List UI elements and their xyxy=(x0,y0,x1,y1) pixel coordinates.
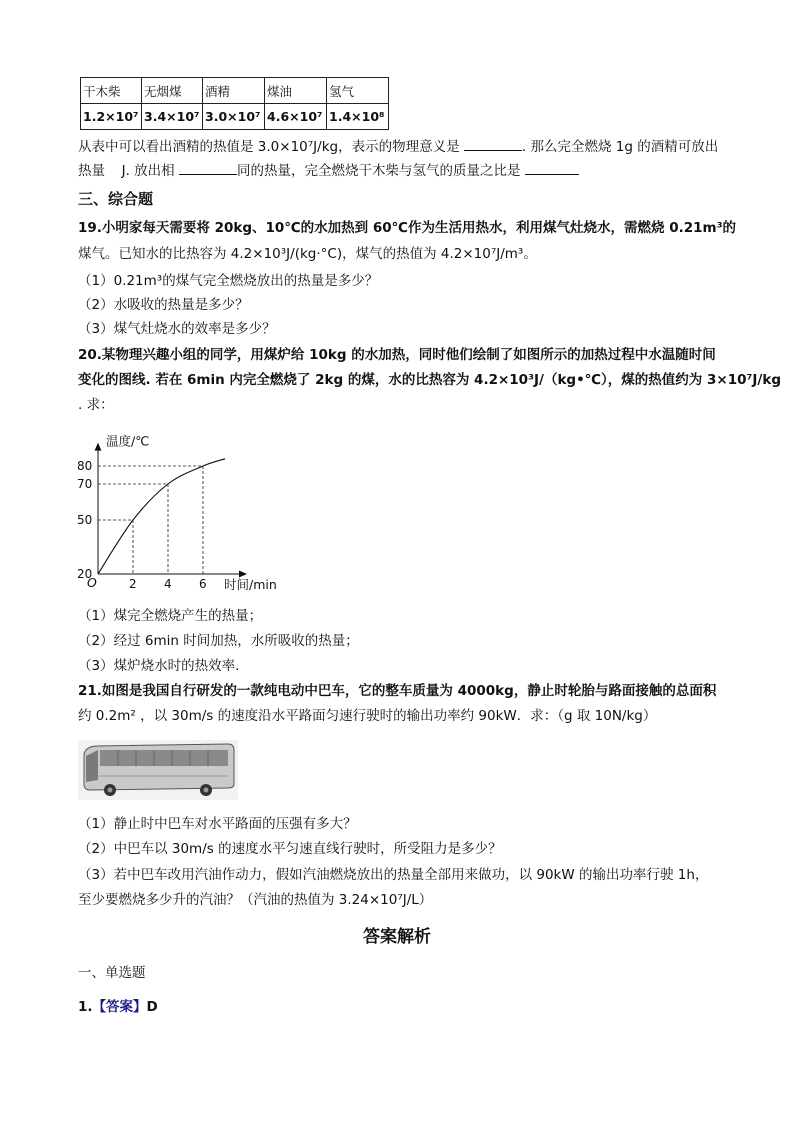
text: 热量 xyxy=(78,163,105,179)
origin-label: O xyxy=(87,575,97,590)
question-21-sub-2: （2）中巴车以 30m/s 的速度水平匀速直线行驶时，所受阻力是多少？ xyxy=(78,841,502,857)
table-cell: 干木柴 xyxy=(81,78,142,104)
question-21-sub-3a: （3）若中巴车改用汽油作动力，假如汽油燃烧放出的热量全部用来做功，以 90kW 的输出功率行驶 1h， xyxy=(78,867,709,883)
section-heading: 三、综合题 xyxy=(78,190,154,208)
item-number: 1. xyxy=(78,999,93,1015)
x-tick-label: 2 xyxy=(129,577,137,591)
text: . 那么完全燃烧 1g 的酒精可放出 xyxy=(521,139,719,155)
y-axis-arrow xyxy=(95,443,102,451)
question-21-sub-1: （1）静止时中巴车对水平路面的压强有多大？ xyxy=(78,816,357,832)
answer-tag: 【答案】 xyxy=(92,999,147,1015)
table-cell: 1.4×10⁸ xyxy=(327,104,389,130)
y-tick-label: 20 xyxy=(77,567,93,581)
table-header-row xyxy=(81,78,389,104)
fuel-heat-value-table xyxy=(80,77,389,130)
question-18-line-2 xyxy=(78,162,579,180)
question-19-sub-2: （2）水吸收的热量是多少？ xyxy=(78,297,249,313)
table-cell: 氢气 xyxy=(327,78,389,104)
answer-title: 答案解析 xyxy=(363,927,431,947)
answer-blank xyxy=(179,162,237,175)
question-19-sub-3: （3）煤气灶烧水的效率是多少？ xyxy=(78,321,276,337)
y-tick-label: 70 xyxy=(77,477,93,491)
answer-blank xyxy=(525,162,579,175)
question-21-line-2: 约 0.2m² ，以 30m/s 的速度沿水平路面匀速行驶时的输出功率约 90kW．求：（g 取 10N/kg） xyxy=(78,708,657,724)
question-20-line-3: . 求： xyxy=(78,397,114,413)
question-20-sub-1: （1）煤完全燃烧产生的热量； xyxy=(78,608,263,624)
table-cell: 4.6×10⁷ xyxy=(265,104,327,130)
temperature-curve xyxy=(98,459,225,574)
spacer xyxy=(109,163,117,175)
question-20-line-1: 20.某物理兴趣小组的同学，用煤炉给 10kg 的水加热，同时他们绘制了如图所示的加热过程中水温随时间 xyxy=(78,347,716,363)
table-cell: 1.2×10⁷ xyxy=(81,104,142,130)
x-tick-label: 4 xyxy=(164,577,172,591)
table-cell: 煤油 xyxy=(265,78,327,104)
answer-item-1 xyxy=(78,998,158,1016)
y-axis-label: 温度/℃ xyxy=(106,433,150,449)
table-cell: 3.4×10⁷ xyxy=(142,104,203,130)
question-20-sub-3: （3）煤炉烧水时的热效率. xyxy=(78,658,240,674)
x-tick-label: 6 xyxy=(199,577,207,591)
question-21-line-1: 21.如图是我国自行研发的一款纯电动中巴车，它的整车质量为 4000kg，静止时轮胎与路面接触的总面积 xyxy=(78,683,717,699)
table-row xyxy=(81,104,389,130)
text: 从表中可以看出酒精的热值是 3.0×10⁷J/kg，表示的物理意义是 xyxy=(78,139,460,155)
text: J. 放出相 xyxy=(121,163,175,179)
answer-section-heading: 一、单选题 xyxy=(78,965,146,981)
y-tick-label: 80 xyxy=(77,459,93,473)
dashed-guides xyxy=(98,466,203,574)
y-tick-label: 50 xyxy=(77,513,93,527)
question-19-line-2: 煤气。已知水的比热容为 4.2×10³J/(kg·°C)，煤气的热值为 4.2×10⁷J/m³。 xyxy=(78,246,537,262)
question-19-line-1: 19.小明家每天需要将 20kg、10℃的水加热到 60℃作为生活用热水，利用煤气灶烧水，需燃烧 0.21m³的 xyxy=(78,220,736,236)
answer-blank xyxy=(464,138,522,151)
x-axis-label: 时间/min xyxy=(224,577,277,592)
table-cell: 酒精 xyxy=(203,78,265,104)
answer-value: D xyxy=(146,999,158,1015)
question-20-sub-2: （2）经过 6min 时间加热，水所吸收的热量； xyxy=(78,633,359,649)
question-21-sub-3b: 至少要燃烧多少升的汽油？（汽油的热值为 3.24×10⁷J/L） xyxy=(78,892,433,908)
text: 同的热量，完全燃烧干木柴与氢气的质量之比是 xyxy=(236,163,521,179)
question-19-sub-1: （1）0.21m³的煤气完全燃烧放出的热量是多少？ xyxy=(78,273,379,289)
electric-bus-image xyxy=(78,740,238,800)
table-cell: 3.0×10⁷ xyxy=(203,104,265,130)
temperature-time-chart xyxy=(70,420,290,600)
question-20-line-2: 变化的图线. 若在 6min 内完全燃烧了 2kg 的煤，水的比热容为 4.2×10³J/（kg•℃），煤的热值约为 3×10⁷J/kg xyxy=(78,372,782,388)
question-18-line-1 xyxy=(78,138,718,156)
table-cell: 无烟煤 xyxy=(142,78,203,104)
tick-labels xyxy=(77,459,207,591)
